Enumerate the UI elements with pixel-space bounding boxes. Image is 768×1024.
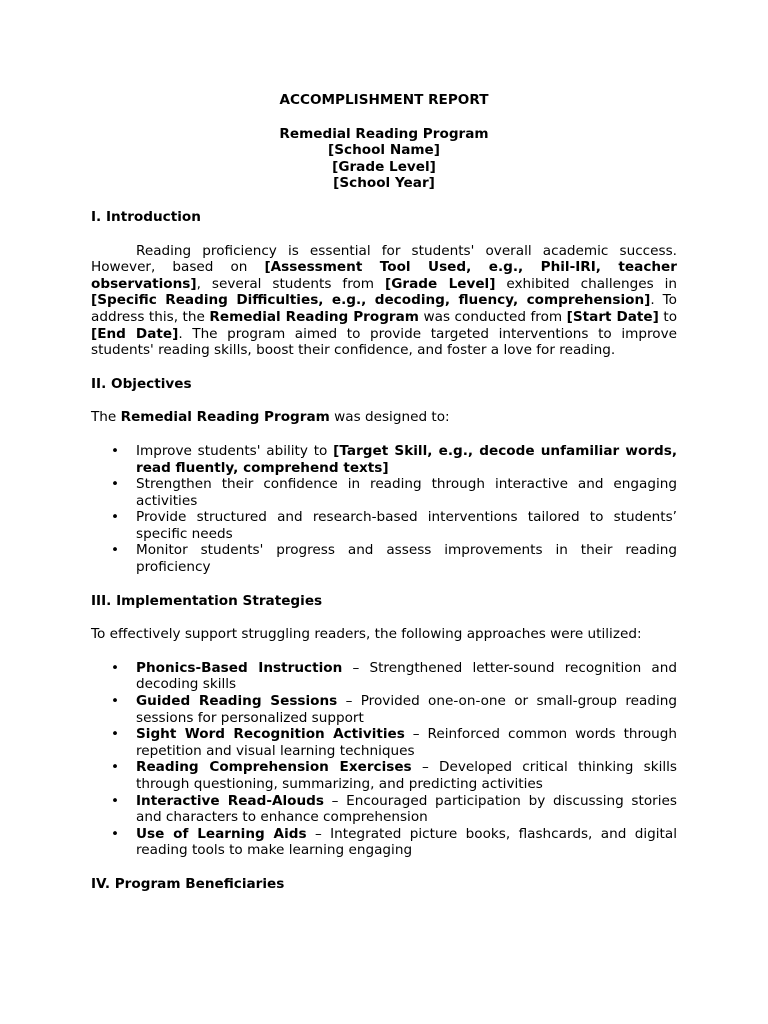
- list-item: • Interactive Read-Alouds – Encouraged participation by discussing stories and characters to enhance comprehension: [91, 793, 677, 826]
- objectives-list: [91, 443, 677, 576]
- section-heading-objectives: II. Objectives: [91, 375, 192, 392]
- list-item: • Guided Reading Sessions – Provided one-on-one or small-group reading sessions for personalized support: [91, 693, 677, 726]
- list-item: • Phonics-Based Instruction – Strengthened letter-sound recognition and decoding skills: [91, 660, 677, 693]
- strategies-lead: To effectively support struggling readers, the following approaches were utilized:: [91, 626, 642, 643]
- list-item: • Reading Comprehension Exercises – Developed critical thinking skills through questioning, summarizing, and predicting activities: [91, 759, 677, 792]
- section-heading-strategies: III. Implementation Strategies: [91, 592, 323, 609]
- introduction-paragraph: Reading proficiency is essential for students' overall academic success. However, based on [Assessment Tool Used, e.g., Phil-IRI, teacher observations], several students from [Grade Level] exhibited challenges in [Specific Reading Difficulties, e.g., decoding, fluency, comprehension]. To address this, the Remedial Reading Program was conducted from [Start Date] to [End Date]. The program aimed to provide targeted interventions to improve students' reading skills, boost their confidence, and foster a love for reading.: [91, 242, 678, 359]
- school-year: [School Year]: [333, 175, 435, 192]
- list-item: • Provide structured and research-based interventions tailored to students’ specific needs: [91, 509, 677, 542]
- list-item: • Strengthen their confidence in reading through interactive and engaging activities: [91, 476, 677, 509]
- objectives-lead: The Remedial Reading Program was designed to:: [91, 409, 450, 426]
- strategies-list: [91, 660, 677, 859]
- list-item: • Sight Word Recognition Activities – Reinforced common words through repetition and visual learning techniques: [91, 726, 677, 759]
- school-name: [School Name]: [328, 142, 440, 159]
- report-subtitle-block: [91, 126, 677, 192]
- list-item: • Use of Learning Aids – Integrated picture books, flashcards, and digital reading tools to make learning engaging: [91, 826, 677, 859]
- list-item: • Monitor students' progress and assess improvements in their reading proficiency: [91, 542, 677, 575]
- list-item: • Improve students' ability to [Target Skill, e.g., decode unfamiliar words, read fluently, comprehend texts]: [91, 443, 677, 476]
- section-heading-beneficiaries: IV. Program Beneficiaries: [91, 875, 285, 892]
- report-title: ACCOMPLISHMENT REPORT: [279, 92, 489, 108]
- program-name: Remedial Reading Program: [279, 125, 489, 142]
- section-heading-introduction: I. Introduction: [91, 208, 201, 225]
- grade-level: [Grade Level]: [332, 158, 436, 175]
